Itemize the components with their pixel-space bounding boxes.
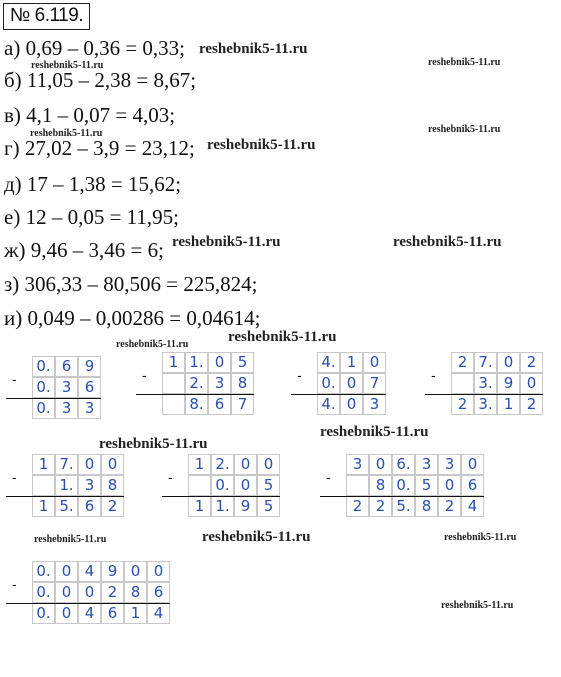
minus-sign: - — [12, 578, 17, 593]
exercise-number: № 6.119. — [3, 3, 90, 30]
digit-cell: 0. — [32, 603, 55, 624]
digit-cell — [162, 373, 185, 394]
digit-cell: 2 — [451, 352, 474, 373]
digit-cell: 4. — [317, 394, 340, 415]
digit-cell: 6 — [55, 356, 78, 377]
digit-cell: 6 — [147, 582, 170, 603]
digit-cell: 0. — [317, 373, 340, 394]
digit-cell: 5. — [392, 496, 415, 517]
result-line — [136, 394, 254, 395]
digit-cell: 2 — [101, 582, 124, 603]
digit-cell: 1. — [185, 352, 208, 373]
watermark-text: reshebnik5-11.ru — [393, 234, 502, 250]
digit-cell: 5 — [257, 496, 280, 517]
digit-cell: 0 — [147, 561, 170, 582]
minus-sign: - — [12, 471, 17, 486]
digit-cell: 1 — [32, 496, 55, 517]
digit-cell: 8 — [231, 373, 254, 394]
minus-sign: - — [12, 373, 17, 388]
watermark-text: reshebnik5-11.ru — [207, 137, 316, 153]
digit-cell: 0. — [32, 561, 55, 582]
digit-cell: 9 — [497, 373, 520, 394]
digit-cell: 7. — [474, 352, 497, 373]
watermark-text: reshebnik5-11.ru — [202, 529, 311, 545]
digit-cell: 2 — [451, 394, 474, 415]
digit-cell: 4. — [317, 352, 340, 373]
equation-line: ж) 9,46 – 3,46 = 6; — [4, 238, 164, 262]
digit-cell: 0. — [32, 398, 55, 419]
digit-cell: 0 — [340, 394, 363, 415]
digit-cell: 5 — [257, 475, 280, 496]
digit-cell: 2 — [438, 496, 461, 517]
watermark-text: reshebnik5-11.ru — [30, 128, 103, 139]
digit-cell: 1 — [188, 496, 211, 517]
digit-cell: 2 — [346, 496, 369, 517]
digit-cell: 2. — [185, 373, 208, 394]
equation-line: в) 4,1 – 0,07 = 4,03; — [4, 103, 176, 127]
digit-cell: 0 — [461, 454, 484, 475]
digit-cell: 0 — [55, 582, 78, 603]
digit-cell: 4 — [147, 603, 170, 624]
digit-cell: 6 — [101, 603, 124, 624]
digit-cell: 2 — [369, 496, 392, 517]
equation-line: и) 0,049 – 0,00286 = 0,04614; — [4, 306, 261, 330]
minus-sign: - — [431, 369, 436, 384]
digit-cell: 1. — [55, 475, 78, 496]
equation-line: д) 17 – 1,38 = 15,62; — [4, 172, 182, 196]
digit-cell: 0 — [257, 454, 280, 475]
digit-cell: 9 — [78, 356, 101, 377]
result-line — [6, 398, 101, 399]
digit-cell: 8 — [369, 475, 392, 496]
digit-cell: 4 — [461, 496, 484, 517]
equation-line: е) 12 – 0,05 = 11,95; — [4, 205, 179, 229]
digit-cell — [451, 373, 474, 394]
digit-cell: 4 — [78, 561, 101, 582]
digit-cell: 3 — [55, 398, 78, 419]
digit-cell — [188, 475, 211, 496]
digit-cell: 8. — [185, 394, 208, 415]
digit-cell: 3 — [438, 454, 461, 475]
digit-cell: 2 — [520, 352, 543, 373]
result-line — [425, 394, 543, 395]
digit-cell: 7 — [363, 373, 386, 394]
watermark-text: reshebnik5-11.ru — [116, 339, 189, 350]
digit-cell: 0 — [497, 352, 520, 373]
watermark-text: reshebnik5-11.ru — [441, 600, 514, 611]
digit-cell — [162, 394, 185, 415]
digit-cell: 7. — [55, 454, 78, 475]
digit-cell: 0 — [340, 373, 363, 394]
digit-cell: 9 — [234, 496, 257, 517]
watermark-text: reshebnik5-11.ru — [320, 424, 429, 440]
digit-cell: 8 — [415, 496, 438, 517]
digit-cell: 0 — [124, 561, 147, 582]
digit-cell: 6 — [78, 377, 101, 398]
digit-cell: 1 — [188, 454, 211, 475]
watermark-text: reshebnik5-11.ru — [34, 534, 107, 545]
digit-cell: 6 — [461, 475, 484, 496]
digit-cell: 6 — [78, 496, 101, 517]
digit-cell: 5 — [415, 475, 438, 496]
digit-cell: 0 — [55, 603, 78, 624]
digit-cell: 4 — [78, 603, 101, 624]
digit-cell: 3 — [415, 454, 438, 475]
equation-line: г) 27,02 – 3,9 = 23,12; — [4, 136, 195, 160]
result-line — [6, 603, 170, 604]
digit-cell: 0 — [55, 561, 78, 582]
result-line — [291, 394, 386, 395]
result-line — [162, 496, 280, 497]
digit-cell: 6 — [208, 394, 231, 415]
minus-sign: - — [142, 369, 147, 384]
digit-cell: 7 — [231, 394, 254, 415]
equation-line: з) 306,33 – 80,506 = 225,824; — [4, 272, 258, 296]
digit-cell: 0 — [438, 475, 461, 496]
equation-line: б) 11,05 – 2,38 = 8,67; — [4, 68, 197, 92]
digit-cell — [346, 475, 369, 496]
watermark-text: reshebnik5-11.ru — [199, 41, 308, 57]
digit-cell: 3 — [346, 454, 369, 475]
digit-cell: 0 — [363, 352, 386, 373]
digit-cell: 0 — [101, 454, 124, 475]
digit-cell: 0. — [32, 356, 55, 377]
digit-cell: 0. — [211, 475, 234, 496]
digit-cell: 9 — [101, 561, 124, 582]
digit-cell: 0. — [32, 582, 55, 603]
digit-cell: 0 — [78, 454, 101, 475]
digit-cell: 0 — [369, 454, 392, 475]
digit-cell: 1 — [124, 603, 147, 624]
digit-cell: 3. — [474, 394, 497, 415]
minus-sign: - — [297, 369, 302, 384]
equation-line: а) 0,69 – 0,36 = 0,33; — [4, 36, 185, 60]
watermark-text: reshebnik5-11.ru — [228, 329, 337, 345]
watermark-text: reshebnik5-11.ru — [428, 124, 501, 135]
digit-cell: 8 — [101, 475, 124, 496]
digit-cell: 3 — [208, 373, 231, 394]
digit-cell: 2 — [101, 496, 124, 517]
digit-cell — [32, 475, 55, 496]
digit-cell: 2 — [520, 394, 543, 415]
digit-cell: 0. — [32, 377, 55, 398]
result-line — [6, 496, 124, 497]
digit-cell: 1 — [340, 352, 363, 373]
watermark-text: reshebnik5-11.ru — [444, 532, 517, 543]
digit-cell: 0 — [78, 582, 101, 603]
digit-cell: 0. — [392, 475, 415, 496]
digit-cell: 0 — [234, 454, 257, 475]
digit-cell: 2. — [211, 454, 234, 475]
minus-sign: - — [168, 471, 173, 486]
watermark-text: reshebnik5-11.ru — [428, 57, 501, 68]
digit-cell: 1. — [211, 496, 234, 517]
digit-cell: 1 — [162, 352, 185, 373]
digit-cell: 0 — [520, 373, 543, 394]
digit-cell: 3 — [78, 475, 101, 496]
digit-cell: 3. — [474, 373, 497, 394]
digit-cell: 0 — [234, 475, 257, 496]
result-line — [320, 496, 484, 497]
watermark-text: reshebnik5-11.ru — [31, 60, 104, 71]
digit-cell: 6. — [392, 454, 415, 475]
digit-cell: 1 — [32, 454, 55, 475]
digit-cell: 3 — [363, 394, 386, 415]
watermark-text: reshebnik5-11.ru — [99, 436, 208, 452]
digit-cell: 5. — [55, 496, 78, 517]
digit-cell: 0 — [208, 352, 231, 373]
digit-cell: 3 — [78, 398, 101, 419]
watermark-text: reshebnik5-11.ru — [172, 234, 281, 250]
digit-cell: 8 — [124, 582, 147, 603]
digit-cell: 1 — [497, 394, 520, 415]
digit-cell: 3 — [55, 377, 78, 398]
minus-sign: - — [326, 471, 331, 486]
digit-cell: 5 — [231, 352, 254, 373]
